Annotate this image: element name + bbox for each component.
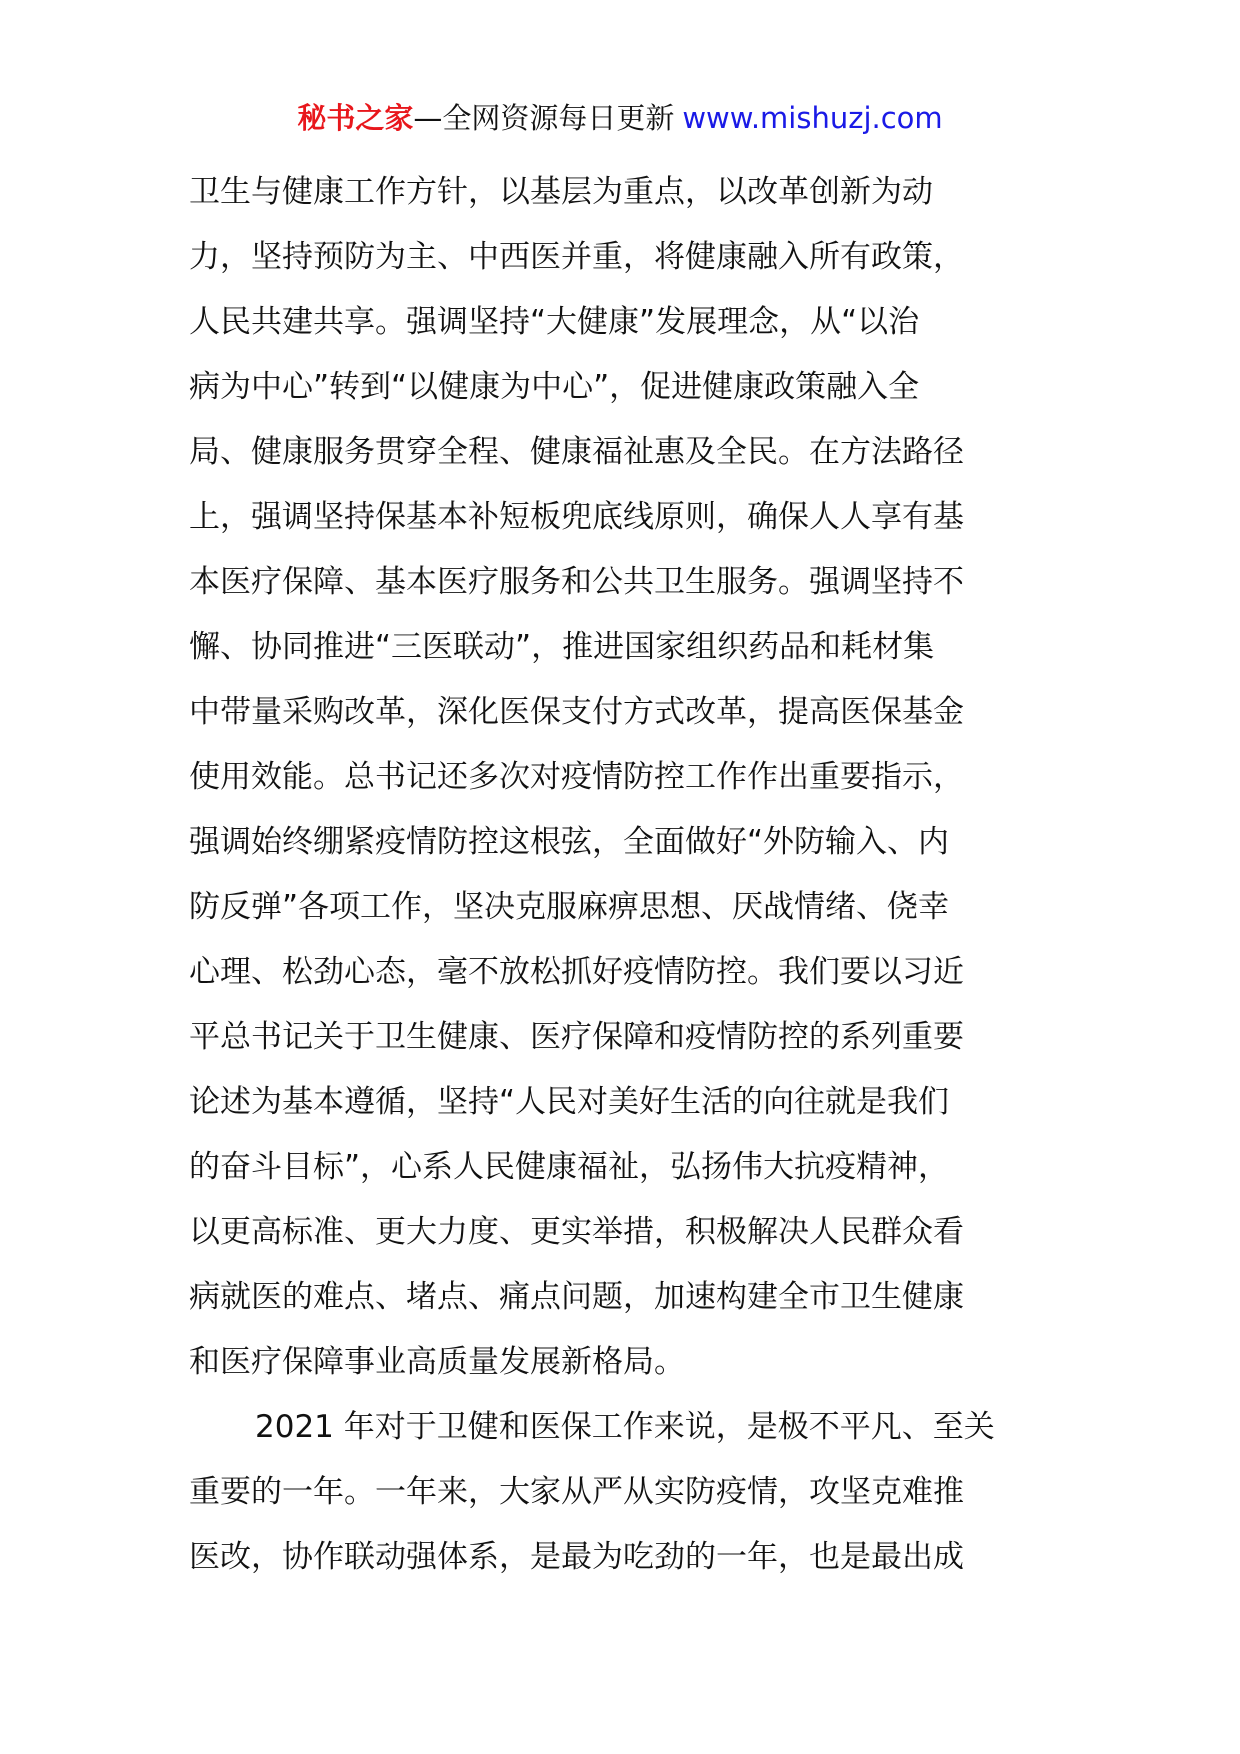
text-line: 医改，协作联动强体系，是最为吃劲的一年，也是最出成	[189, 1539, 964, 1575]
text-line: 使用效能。总书记还多次对疫情防控工作作出重要指示，	[189, 759, 964, 795]
text-line: 平总书记关于卫生健康、医疗保障和疫情防控的系列重要	[189, 1019, 964, 1055]
document-body	[189, 160, 1059, 1590]
text-line: 防反弹”各项工作，坚决克服麻痹思想、厌战情绪、侥幸	[189, 889, 950, 925]
text-line: 病就医的难点、堵点、痛点问题，加速构建全市卫生健康	[189, 1279, 964, 1315]
text-line: 懈、协同推进“三医联动”，推进国家组织药品和耗材集	[189, 629, 935, 665]
text-line: 卫生与健康工作方针，以基层为重点，以改革创新为动	[189, 174, 933, 210]
text-line: 心理、松劲心态，毫不放松抓好疫情防控。我们要以习近	[189, 954, 964, 990]
text-line: 以更高标准、更大力度、更实举措，积极解决人民群众看	[189, 1214, 964, 1250]
text-line: 局、健康服务贯穿全程、健康福祉惠及全民。在方法路径	[189, 434, 964, 470]
text-line: 论述为基本遵循，坚持“人民对美好生活的向往就是我们	[189, 1084, 950, 1120]
text-line: 重要的一年。一年来，大家从严从实防疫情，攻坚克难推	[189, 1474, 964, 1510]
text-line: 上，强调坚持保基本补短板兜底线原则，确保人人享有基	[189, 499, 964, 535]
site-url: www.mishuzj.com	[682, 101, 943, 135]
site-header	[0, 98, 1240, 138]
paragraph-start-line: 2021 年对于卫健和医保工作来说，是极不平凡、至关	[255, 1409, 995, 1445]
text-line: 人民共建共享。强调坚持“大健康”发展理念，从“以治	[189, 304, 920, 340]
text-line: 力，坚持预防为主、中西医并重，将健康融入所有政策，	[189, 239, 964, 275]
text-line: 的奋斗目标”，心系人民健康福祉，弘扬伟大抗疫精神，	[189, 1149, 950, 1185]
brand-name: 秘书之家	[297, 101, 414, 135]
text-line: 强调始终绷紧疫情防控这根弦，全面做好“外防输入、内	[189, 824, 950, 860]
header-tagline: —全网资源每日更新	[413, 101, 675, 135]
text-line: 中带量采购改革，深化医保支付方式改革，提高医保基金	[189, 694, 964, 730]
text-line: 本医疗保障、基本医疗服务和公共卫生服务。强调坚持不	[189, 564, 964, 600]
text-line: 和医疗保障事业高质量发展新格局。	[189, 1344, 685, 1380]
text-line: 病为中心”转到“以健康为中心”，促进健康政策融入全	[189, 369, 920, 405]
